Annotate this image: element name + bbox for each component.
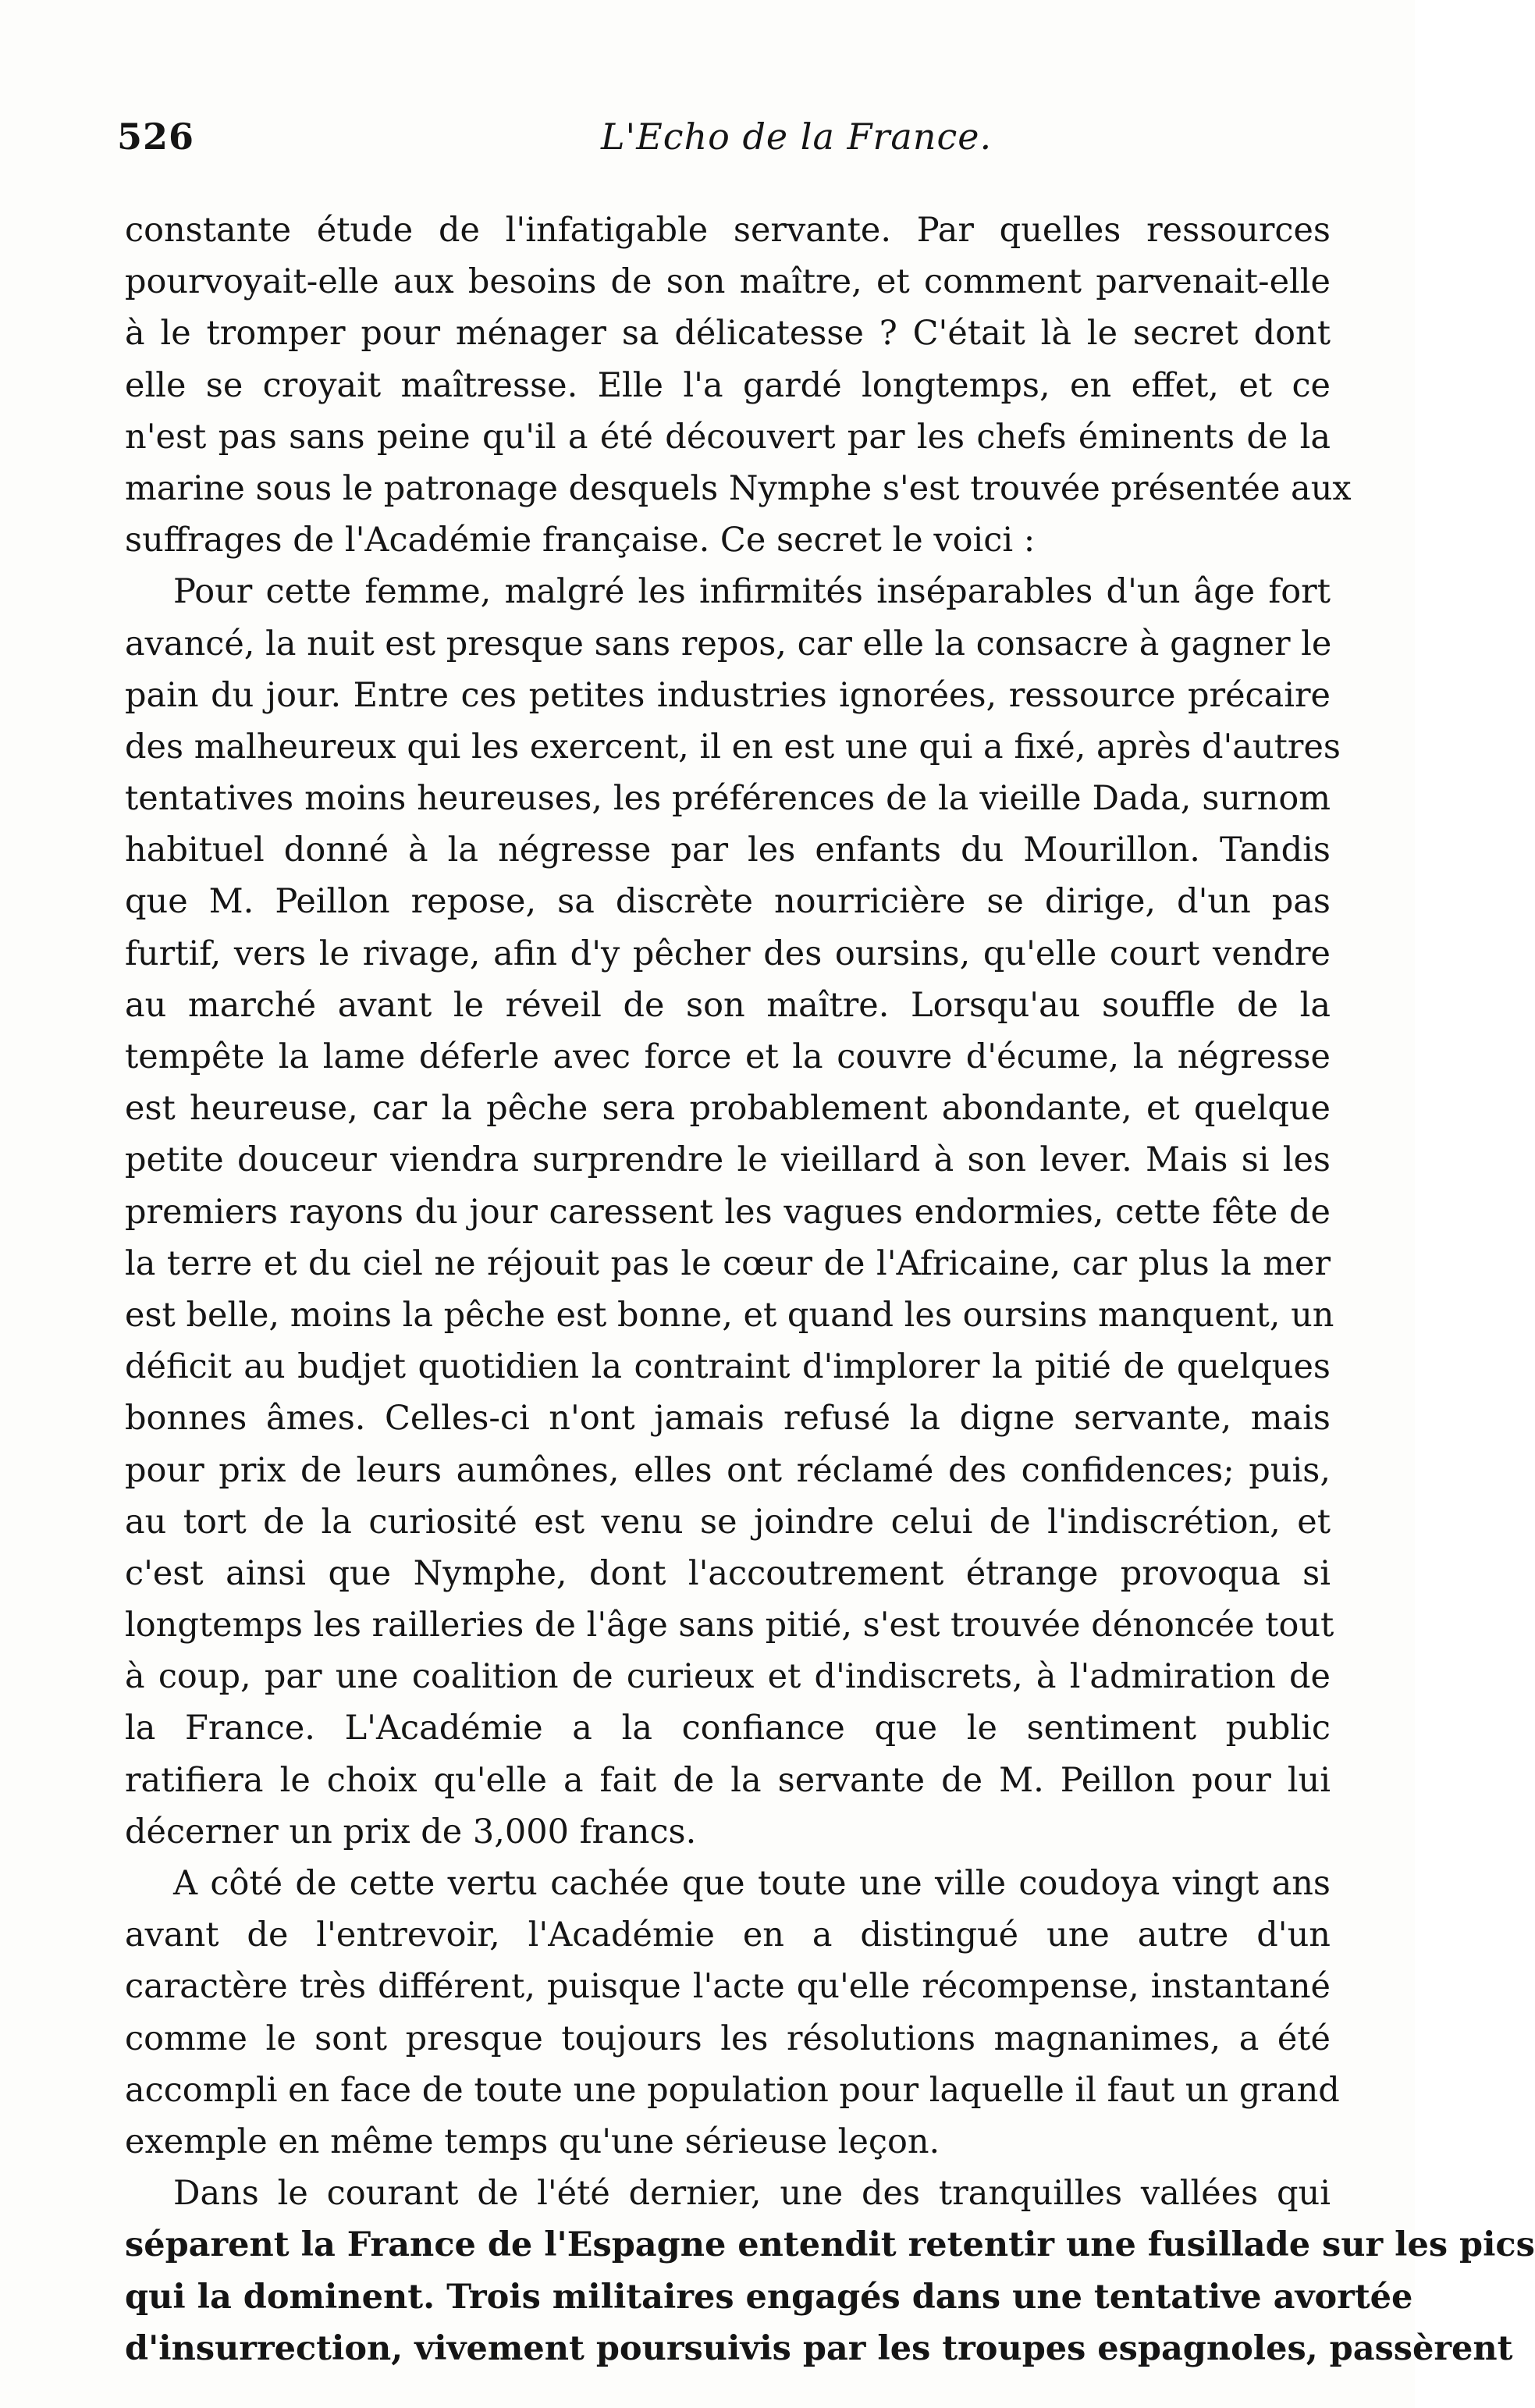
text-line: avant de l'entrevoir, l'Académie en a distingué une autre d'un [125, 1915, 1331, 1955]
text-line: Dans le courant de l'été dernier, une des tranquilles vallées qui [173, 2174, 1331, 2214]
text-line: exemple en même temps qu'une sérieuse leçon. [125, 2122, 940, 2161]
text-line: Pour cette femme, malgré les infirmités inséparables d'un âge fort [173, 572, 1331, 612]
text-line: constante étude de l'infatigable servante. Par quelles ressources [125, 211, 1331, 250]
text-line: d'insurrection, vivement poursuivis par les troupes espagnoles, passèrent [125, 2328, 1513, 2368]
text-line: furtif, vers le rivage, afin d'y pêcher des oursins, qu'elle court vendre [125, 934, 1331, 973]
text-line: à coup, par une coalition de curieux et d'indiscrets, à l'admiration de [125, 1657, 1331, 1697]
text-line: qui la dominent. Trois militaires engagés dans une tentative avortée [125, 2277, 1413, 2317]
text-line: petite douceur viendra surprendre le vieillard à son lever. Mais si les [125, 1140, 1331, 1180]
text-line: suffrages de l'Académie française. Ce secret le voici : [125, 521, 1036, 560]
text-line: pour prix de leurs aumônes, elles ont réclamé des confidences; puis, [125, 1450, 1331, 1490]
text-line: est heureuse, car la pêche sera probablement abondante, et quelque [125, 1089, 1331, 1129]
body-text [125, 205, 1535, 2374]
text-line: est belle, moins la pêche est bonne, et quand les oursins manquent, un [125, 1295, 1334, 1335]
text-line: c'est ainsi que Nymphe, dont l'accoutrement étrange provoqua si [125, 1553, 1331, 1593]
text-line: n'est pas sans peine qu'il a été découvert par les chefs éminents de la [125, 417, 1331, 457]
text-line: la terre et du ciel ne réjouit pas le cœur de l'Africaine, car plus la mer [125, 1243, 1331, 1283]
text-line: décerner un prix de 3,000 francs. [125, 1812, 697, 1851]
page-header [117, 116, 1334, 162]
text-line: A côté de cette vertu cachée que toute une ville coudoya vingt ans [173, 1864, 1331, 1903]
text-line: elle se croyait maîtresse. Elle l'a gardé longtemps, en effet, et ce [125, 365, 1331, 405]
text-line: pourvoyait-elle aux besoins de son maître, et comment parvenait-elle [125, 262, 1331, 302]
text-line: avancé, la nuit est presque sans repos, car elle la consacre à gagner le [125, 624, 1332, 663]
text-line: séparent la France de l'Espagne entendit retentir une fusillade sur les pics [125, 2225, 1535, 2265]
text-line: longtemps les railleries de l'âge sans pitié, s'est trouvée dénoncée tout [125, 1606, 1334, 1645]
text-line: caractère très différent, puisque l'acte qu'elle récompense, instantané [125, 1967, 1331, 2007]
text-line: au tort de la curiosité est venu se joindre celui de l'indiscrétion, et [125, 1502, 1331, 1542]
text-line: des malheureux qui les exercent, il en est une qui a fixé, après d'autres [125, 727, 1341, 767]
page-number: 526 [117, 116, 195, 158]
running-title: L'Echo de la France. [601, 116, 993, 158]
text-line: bonnes âmes. Celles-ci n'ont jamais refusé la digne servante, mais [125, 1399, 1331, 1439]
text-line: comme le sont presque toujours les résolutions magnanimes, a été [125, 2019, 1331, 2058]
text-line: à le tromper pour ménager sa délicatesse ? C'était là le secret dont [125, 314, 1331, 354]
text-line: déficit au budjet quotidien la contraint d'implorer la pitié de quelques [125, 1347, 1331, 1387]
text-line: au marché avant le réveil de son maître. Lorsqu'au souffle de la [125, 985, 1331, 1025]
text-line: accompli en face de toute une population pour laquelle il faut un grand [125, 2070, 1340, 2110]
text-line: la France. L'Académie a la confiance que le sentiment public [125, 1709, 1331, 1748]
text-line: que M. Peillon repose, sa discrète nourricière se dirige, d'un pas [125, 882, 1331, 922]
text-line: pain du jour. Entre ces petites industries ignorées, ressource précaire [125, 675, 1331, 715]
text-line: habituel donné à la négresse par les enfants du Mourillon. Tandis [125, 831, 1331, 870]
text-line: ratifiera le choix qu'elle a fait de la servante de M. Peillon pour lui [125, 1760, 1331, 1800]
text-line: marine sous le patronage desquels Nymphe s'est trouvée présentée aux [125, 468, 1352, 508]
text-line: premiers rayons du jour caressent les vagues endormies, cette fête de [125, 1192, 1331, 1232]
text-line: tempête la lame déferle avec force et la couvre d'écume, la négresse [125, 1037, 1331, 1076]
text-line: tentatives moins heureuses, les préférences de la vieille Dada, surnom [125, 779, 1331, 819]
